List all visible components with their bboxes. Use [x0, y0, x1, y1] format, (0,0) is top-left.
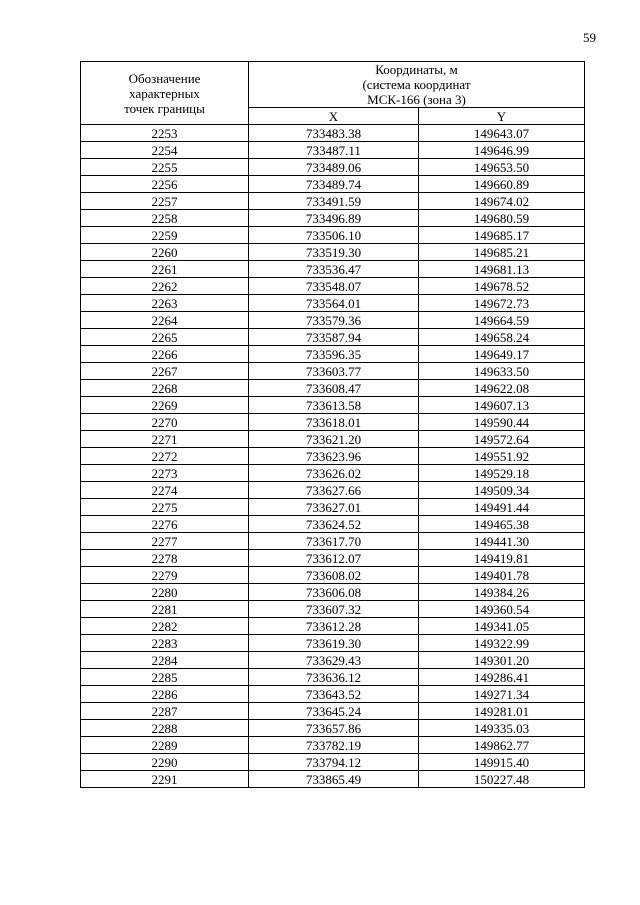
x-coordinate-cell: 733483.38 [249, 125, 419, 142]
x-coordinate-cell: 733587.94 [249, 329, 419, 346]
coordinates-header-line: (система координат [362, 77, 471, 92]
x-coordinate-cell: 733596.35 [249, 346, 419, 363]
point-id-cell: 2256 [81, 176, 249, 193]
y-column-header: Y [419, 108, 585, 125]
point-id-cell: 2286 [81, 686, 249, 703]
table-row [81, 414, 585, 431]
y-coordinate-cell: 149551.92 [419, 448, 585, 465]
x-coordinate-cell: 733536.47 [249, 261, 419, 278]
x-coordinate-cell: 733608.47 [249, 380, 419, 397]
point-id-cell: 2278 [81, 550, 249, 567]
point-id-cell: 2264 [81, 312, 249, 329]
x-coordinate-cell: 733564.01 [249, 295, 419, 312]
x-coordinate-cell: 733645.24 [249, 703, 419, 720]
coordinates-header [249, 62, 585, 108]
x-coordinate-cell: 733608.02 [249, 567, 419, 584]
y-coordinate-cell: 149646.99 [419, 142, 585, 159]
point-id-cell: 2255 [81, 159, 249, 176]
y-coordinate-cell: 149607.13 [419, 397, 585, 414]
x-coordinate-cell: 733621.20 [249, 431, 419, 448]
y-coordinate-cell: 149674.02 [419, 193, 585, 210]
x-coordinate-cell: 733487.11 [249, 142, 419, 159]
table-row [81, 703, 585, 720]
y-coordinate-cell: 149622.08 [419, 380, 585, 397]
point-id-cell: 2277 [81, 533, 249, 550]
point-id-cell: 2253 [81, 125, 249, 142]
table-row [81, 652, 585, 669]
table-row [81, 193, 585, 210]
y-coordinate-cell: 149590.44 [419, 414, 585, 431]
x-coordinate-cell: 733624.52 [249, 516, 419, 533]
table-row [81, 754, 585, 771]
y-coordinate-cell: 149491.44 [419, 499, 585, 516]
point-id-cell: 2259 [81, 227, 249, 244]
x-coordinate-cell: 733618.01 [249, 414, 419, 431]
point-id-cell: 2284 [81, 652, 249, 669]
x-coordinate-cell: 733626.02 [249, 465, 419, 482]
table-row [81, 295, 585, 312]
point-id-cell: 2285 [81, 669, 249, 686]
y-coordinate-cell: 149862.77 [419, 737, 585, 754]
point-id-cell: 2271 [81, 431, 249, 448]
table-row [81, 278, 585, 295]
table-row [81, 482, 585, 499]
y-coordinate-cell: 149672.73 [419, 295, 585, 312]
y-coordinate-cell: 149301.20 [419, 652, 585, 669]
y-coordinate-cell: 149401.78 [419, 567, 585, 584]
x-coordinate-cell: 733627.01 [249, 499, 419, 516]
table-row [81, 567, 585, 584]
x-coordinate-cell: 733782.19 [249, 737, 419, 754]
table-row [81, 550, 585, 567]
point-id-cell: 2265 [81, 329, 249, 346]
x-coordinate-cell: 733506.10 [249, 227, 419, 244]
point-id-cell: 2288 [81, 720, 249, 737]
point-id-cell: 2260 [81, 244, 249, 261]
point-id-cell: 2289 [81, 737, 249, 754]
y-coordinate-cell: 149649.17 [419, 346, 585, 363]
table-row [81, 244, 585, 261]
point-id-cell: 2270 [81, 414, 249, 431]
table-row [81, 669, 585, 686]
point-id-cell: 2267 [81, 363, 249, 380]
x-coordinate-cell: 733491.59 [249, 193, 419, 210]
y-coordinate-cell: 149685.17 [419, 227, 585, 244]
point-id-cell: 2272 [81, 448, 249, 465]
point-id-cell: 2269 [81, 397, 249, 414]
x-coordinate-cell: 733489.06 [249, 159, 419, 176]
table-row [81, 465, 585, 482]
table-row [81, 176, 585, 193]
point-id-cell: 2287 [81, 703, 249, 720]
y-coordinate-cell: 149281.01 [419, 703, 585, 720]
table-row [81, 601, 585, 618]
x-coordinate-cell: 733607.32 [249, 601, 419, 618]
x-coordinate-cell: 733623.96 [249, 448, 419, 465]
point-id-cell: 2281 [81, 601, 249, 618]
point-id-cell: 2276 [81, 516, 249, 533]
coordinates-table [80, 61, 585, 788]
x-coordinate-cell: 733579.36 [249, 312, 419, 329]
point-id-cell: 2258 [81, 210, 249, 227]
point-id-cell: 2290 [81, 754, 249, 771]
y-coordinate-cell: 149643.07 [419, 125, 585, 142]
point-id-cell: 2262 [81, 278, 249, 295]
y-coordinate-cell: 149529.18 [419, 465, 585, 482]
y-coordinate-cell: 149509.34 [419, 482, 585, 499]
y-coordinate-cell: 149341.05 [419, 618, 585, 635]
table-row [81, 516, 585, 533]
y-coordinate-cell: 149465.38 [419, 516, 585, 533]
point-id-cell: 2268 [81, 380, 249, 397]
y-coordinate-cell: 149322.99 [419, 635, 585, 652]
x-coordinate-cell: 733643.52 [249, 686, 419, 703]
table-row [81, 771, 585, 788]
x-coordinate-cell: 733627.66 [249, 482, 419, 499]
point-id-cell: 2261 [81, 261, 249, 278]
x-coordinate-cell: 733489.74 [249, 176, 419, 193]
table-row [81, 346, 585, 363]
y-coordinate-cell: 149572.64 [419, 431, 585, 448]
point-id-cell: 2257 [81, 193, 249, 210]
table-row [81, 431, 585, 448]
point-id-cell: 2280 [81, 584, 249, 601]
table-row [81, 142, 585, 159]
y-coordinate-cell: 149680.59 [419, 210, 585, 227]
x-coordinate-cell: 733496.89 [249, 210, 419, 227]
y-coordinate-cell: 149681.13 [419, 261, 585, 278]
y-coordinate-cell: 149658.24 [419, 329, 585, 346]
y-coordinate-cell: 149664.59 [419, 312, 585, 329]
point-id-cell: 2282 [81, 618, 249, 635]
table-row [81, 397, 585, 414]
table-row [81, 159, 585, 176]
x-coordinate-cell: 733629.43 [249, 652, 419, 669]
x-coordinate-cell: 733619.30 [249, 635, 419, 652]
point-id-cell: 2254 [81, 142, 249, 159]
table-row [81, 533, 585, 550]
point-id-cell: 2274 [81, 482, 249, 499]
point-designation-line: характерных [129, 85, 200, 101]
y-coordinate-cell: 149286.41 [419, 669, 585, 686]
x-coordinate-cell: 733613.58 [249, 397, 419, 414]
table-row [81, 499, 585, 516]
x-coordinate-cell: 733612.07 [249, 550, 419, 567]
point-id-cell: 2275 [81, 499, 249, 516]
y-coordinate-cell: 149384.26 [419, 584, 585, 601]
y-coordinate-cell: 150227.48 [419, 771, 585, 788]
y-coordinate-cell: 149915.40 [419, 754, 585, 771]
y-coordinate-cell: 149271.34 [419, 686, 585, 703]
x-coordinate-cell: 733548.07 [249, 278, 419, 295]
y-coordinate-cell: 149441.30 [419, 533, 585, 550]
point-id-cell: 2283 [81, 635, 249, 652]
y-coordinate-cell: 149660.89 [419, 176, 585, 193]
page-number: 59 [583, 30, 596, 45]
x-coordinate-cell: 733617.70 [249, 533, 419, 550]
point-id-cell: 2263 [81, 295, 249, 312]
x-coordinate-cell: 733865.49 [249, 771, 419, 788]
x-coordinate-cell: 733612.28 [249, 618, 419, 635]
table-row [81, 227, 585, 244]
point-designation-header [81, 62, 249, 125]
table-row [81, 635, 585, 652]
y-coordinate-cell: 149419.81 [419, 550, 585, 567]
table-row [81, 380, 585, 397]
table-row [81, 720, 585, 737]
table-row [81, 737, 585, 754]
table-row [81, 210, 585, 227]
coordinates-header-line: МСК-166 (зона 3) [367, 92, 466, 107]
table-body [81, 125, 585, 788]
y-coordinate-cell: 149335.03 [419, 720, 585, 737]
point-id-cell: 2291 [81, 771, 249, 788]
x-column-header: X [249, 108, 419, 125]
x-coordinate-cell: 733657.86 [249, 720, 419, 737]
table-row [81, 363, 585, 380]
point-id-cell: 2266 [81, 346, 249, 363]
y-coordinate-cell: 149360.54 [419, 601, 585, 618]
table-row [81, 618, 585, 635]
point-id-cell: 2279 [81, 567, 249, 584]
y-coordinate-cell: 149633.50 [419, 363, 585, 380]
point-designation-line: Обозначение [128, 70, 201, 86]
table-row [81, 125, 585, 142]
x-coordinate-cell: 733519.30 [249, 244, 419, 261]
table-row [81, 261, 585, 278]
table-row [81, 329, 585, 346]
x-coordinate-cell: 733603.77 [249, 363, 419, 380]
x-coordinate-cell: 733606.08 [249, 584, 419, 601]
table-row [81, 312, 585, 329]
x-coordinate-cell: 733794.12 [249, 754, 419, 771]
y-coordinate-cell: 149653.50 [419, 159, 585, 176]
table-row [81, 584, 585, 601]
table-row [81, 686, 585, 703]
x-coordinate-cell: 733636.12 [249, 669, 419, 686]
point-designation-line: точек границы [124, 100, 205, 116]
table-row [81, 448, 585, 465]
y-coordinate-cell: 149685.21 [419, 244, 585, 261]
point-id-cell: 2273 [81, 465, 249, 482]
y-coordinate-cell: 149678.52 [419, 278, 585, 295]
coordinates-header-line: Координаты, м [375, 62, 458, 77]
